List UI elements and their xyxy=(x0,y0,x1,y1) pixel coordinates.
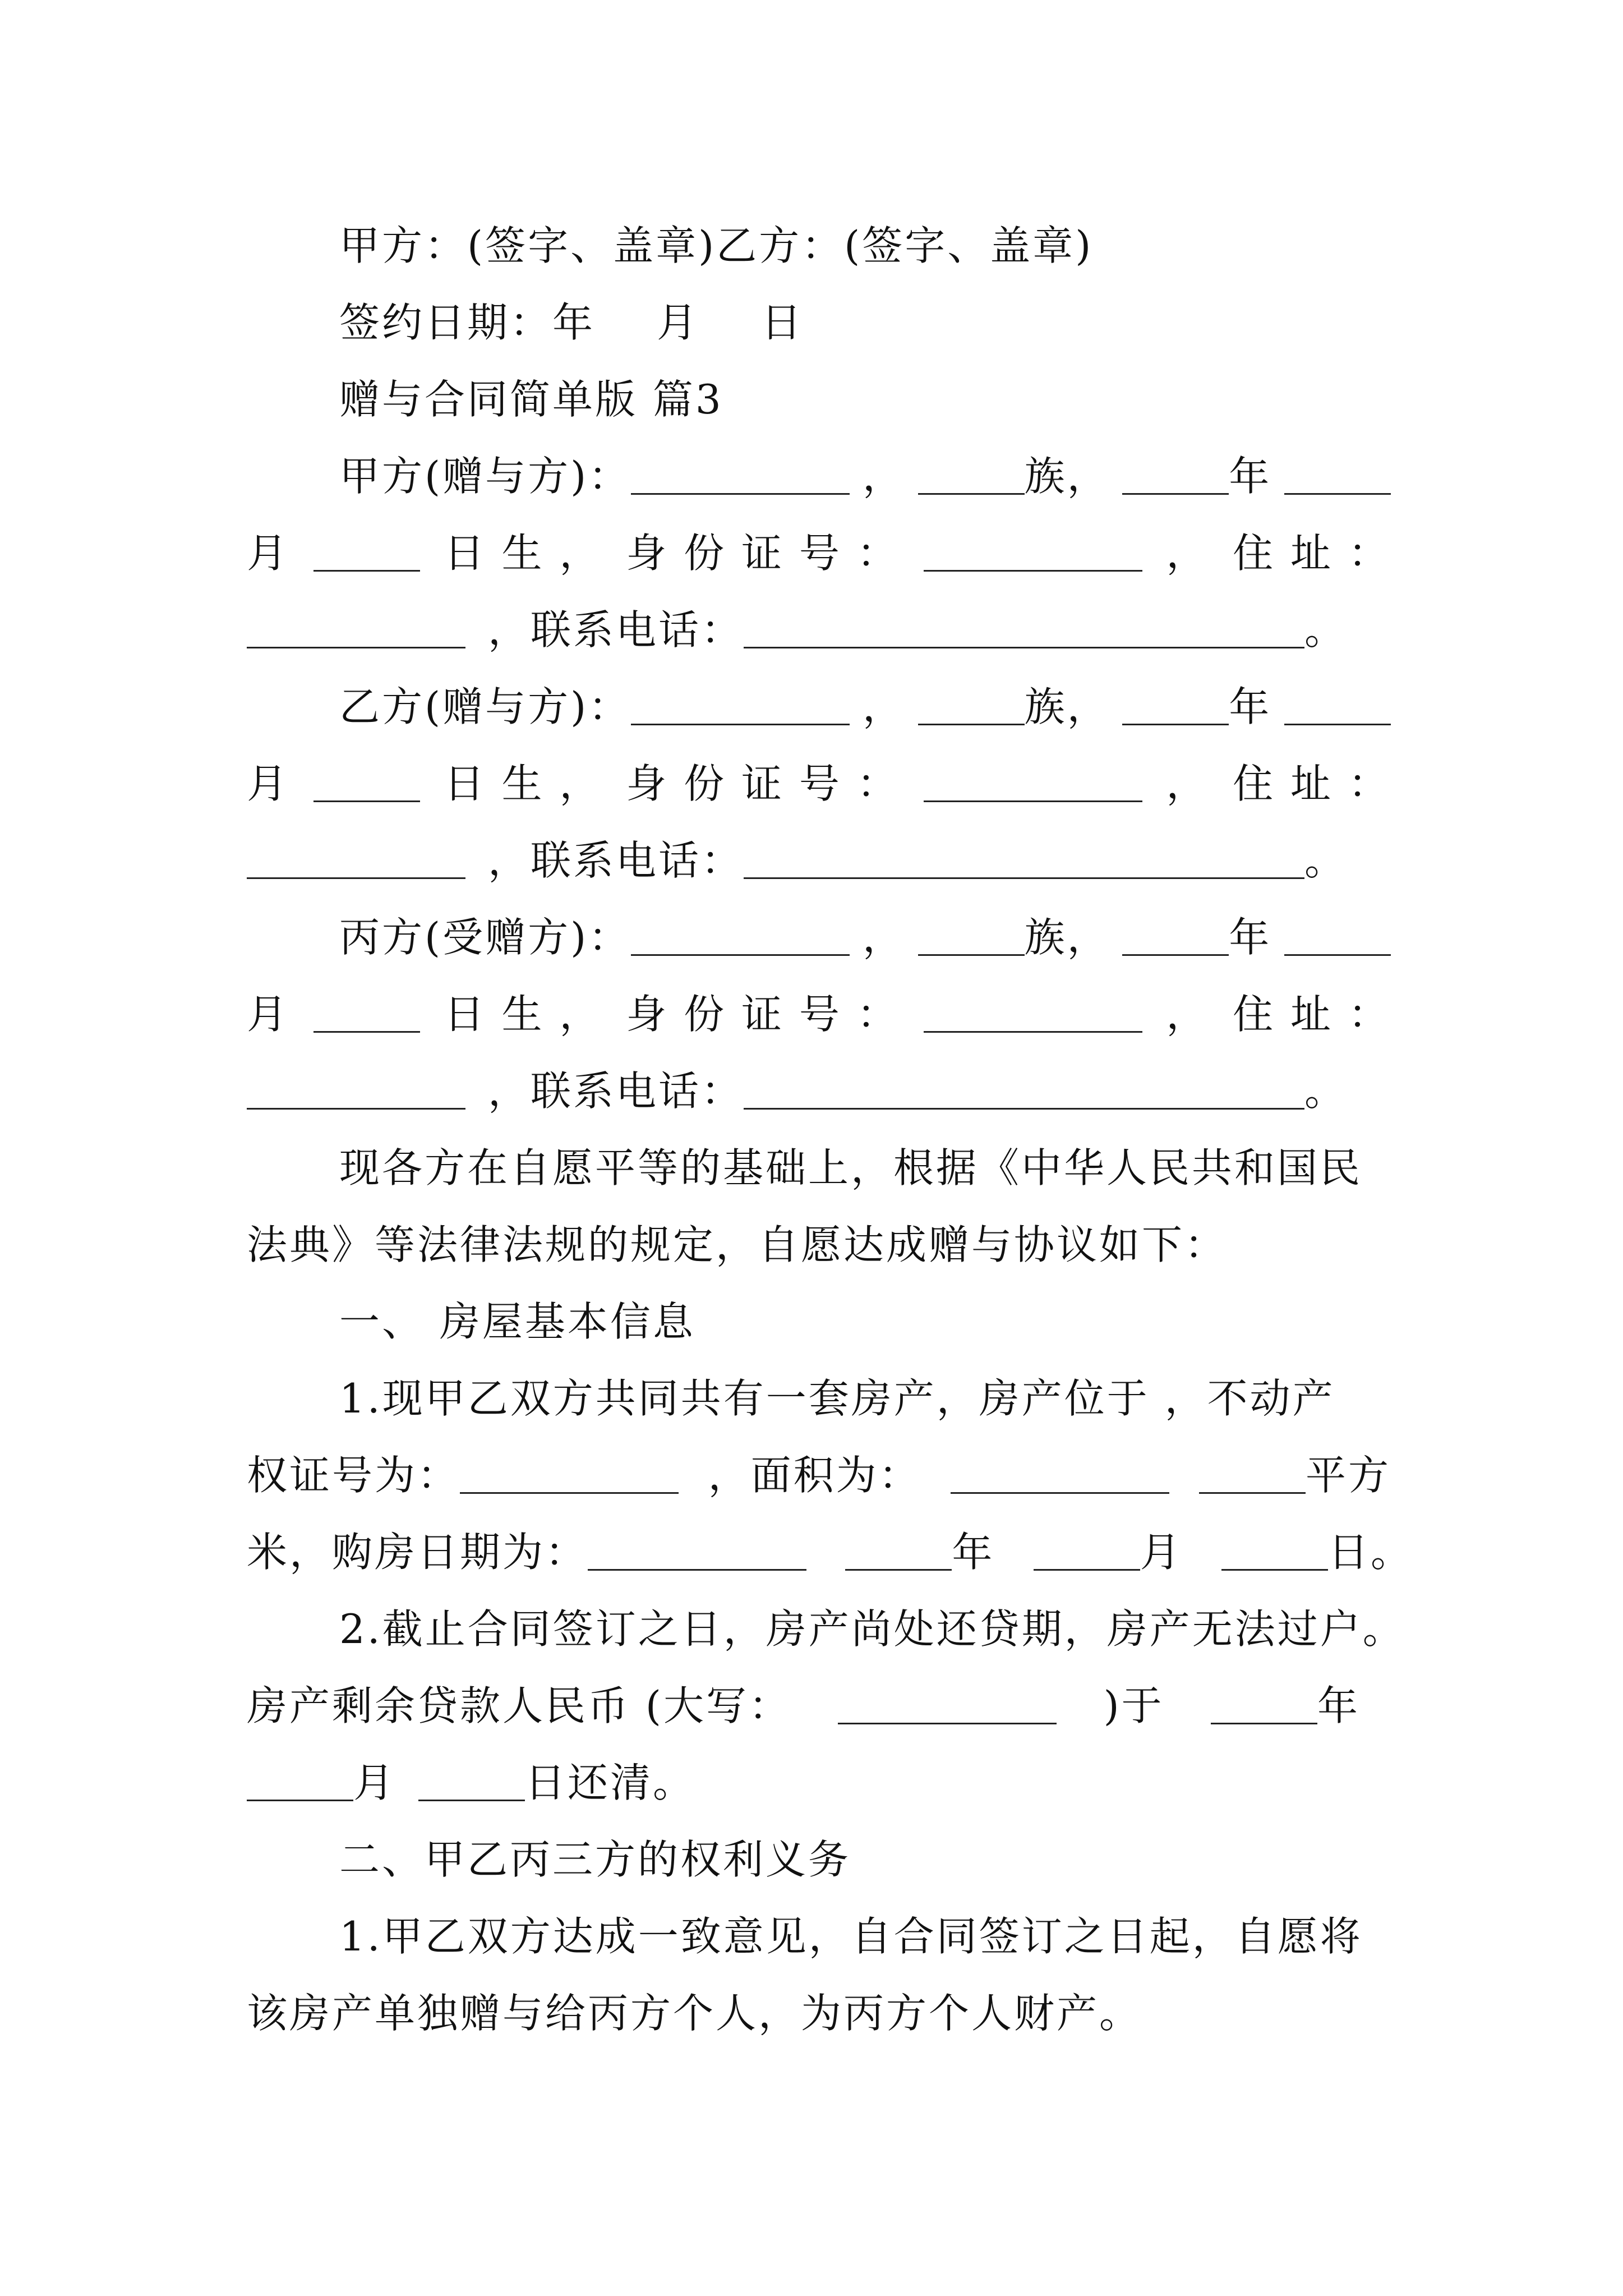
party-a-year-blank xyxy=(1122,454,1229,495)
party-b-year-blank xyxy=(1122,684,1229,725)
signing-date-line xyxy=(247,284,1391,361)
party-b-day-blank xyxy=(313,761,420,802)
section-2-title: 二、甲乙丙三方的权利义务 xyxy=(339,1836,851,1883)
clause-1-1-day: 日。 xyxy=(1327,1529,1413,1576)
clause-1-2-month: 月 xyxy=(353,1759,396,1806)
clause-1-2-day-blank xyxy=(418,1760,525,1801)
signature-line: 甲方：(签字、盖章)乙方：(签字、盖章) xyxy=(339,222,1094,269)
clause-1-2-year-blank xyxy=(1211,1683,1317,1724)
clause-1-1-year-blank xyxy=(845,1530,952,1571)
clause-1-1-purchase-blank xyxy=(588,1530,806,1571)
party-b-line-3 xyxy=(247,822,1391,899)
signing-date-label: 签约日期：年 xyxy=(339,299,596,346)
party-a-day-blank xyxy=(313,531,420,572)
party-c-month: 月 xyxy=(247,991,290,1038)
party-c-address-label: 住 址 ： xyxy=(1233,991,1391,1038)
party-b-phone-blank xyxy=(744,838,1304,879)
party-b-month-blank xyxy=(1284,684,1391,725)
party-b-name-blank xyxy=(631,684,850,725)
clause-1-2-month-blank xyxy=(247,1760,353,1801)
party-c-line-1 xyxy=(247,899,1391,976)
party-a-comma-2: ， xyxy=(1166,530,1209,577)
party-a-month: 月 xyxy=(247,530,290,577)
clause-1-1-cert-label: 权证号为： xyxy=(247,1452,460,1499)
signing-date-day: 日 xyxy=(761,299,804,346)
clause-2-1-line-1: 1.甲乙双方达成一致意见，自合同签订之日起，自愿将 xyxy=(339,1913,1363,1960)
section-heading: 赠与合同简单版 篇3 xyxy=(339,376,723,423)
party-c-phone-blank xyxy=(744,1069,1304,1110)
party-b-year: 年 xyxy=(1229,683,1272,730)
party-a-comma: ， xyxy=(862,453,905,500)
party-a-id-label: 身 份 证 号 ： xyxy=(626,530,900,577)
party-b-comma-2: ， xyxy=(1166,760,1209,807)
clause-2-1-line-2: 该房产单独赠与给丙方个人，为丙方个人财产。 xyxy=(247,1990,1142,2037)
party-b-line-2 xyxy=(247,746,1391,822)
party-a-line-1 xyxy=(247,438,1391,515)
clause-1-1-year: 年 xyxy=(952,1529,995,1576)
party-b-label: 乙方(赠与方)： xyxy=(339,683,631,730)
party-a-phone-blank xyxy=(744,608,1304,648)
party-c-line-3 xyxy=(247,1053,1391,1130)
signing-date-month: 月 xyxy=(657,299,700,346)
clause-1-1-area-label: ，面积为： xyxy=(708,1452,921,1499)
party-a-month-blank xyxy=(1284,454,1391,495)
party-c-line-2 xyxy=(247,976,1391,1053)
section-1-title: 一、 房屋基本信息 xyxy=(339,1298,695,1345)
party-a-line-3 xyxy=(247,592,1391,669)
party-c-year-blank xyxy=(1122,915,1229,956)
party-a-line-2 xyxy=(247,515,1391,592)
party-a-born: 日 生 ， xyxy=(444,530,602,577)
party-c-address-blank xyxy=(247,1069,465,1110)
clause-1-2-line-1: 2.截止合同签订之日，房产尚处还贷期，房产无法过户。 xyxy=(339,1605,1405,1653)
clause-1-1-month-blank xyxy=(1034,1530,1140,1571)
party-c-comma-2: ， xyxy=(1166,991,1209,1038)
party-c-day-blank xyxy=(313,992,420,1033)
clause-1-1-month: 月 xyxy=(1140,1529,1183,1576)
document-body xyxy=(247,208,1413,2052)
party-b-address-blank xyxy=(247,838,465,879)
clause-1-2-amount-blank xyxy=(838,1683,1057,1724)
party-a-ethnicity: 族， xyxy=(1024,453,1110,500)
party-a-phone-label: ，联系电话： xyxy=(488,606,744,654)
party-c-ethnicity-blank xyxy=(918,915,1025,956)
party-b-ethnicity: 族， xyxy=(1024,683,1110,730)
clause-1-2-line-2 xyxy=(247,1668,1360,1745)
party-a-name-blank xyxy=(631,454,850,495)
party-c-name-blank xyxy=(631,915,850,956)
party-a-id-blank xyxy=(924,531,1142,572)
clause-1-1-area-blank xyxy=(951,1453,1169,1494)
clause-1-2-year: 年 xyxy=(1317,1682,1360,1729)
party-a-address-label: 住 址 ： xyxy=(1233,530,1391,577)
party-c-label: 丙方(受赠方)： xyxy=(339,914,631,961)
party-b-line-1 xyxy=(247,669,1391,746)
party-b-phone-label: ，联系电话： xyxy=(488,837,744,884)
party-b-end: 。 xyxy=(1304,837,1348,884)
party-b-comma: ， xyxy=(862,683,905,730)
party-b-id-blank xyxy=(924,761,1142,802)
party-b-born: 日 生 ， xyxy=(444,760,602,807)
clause-1-1-purchase-label: 米，购房日期为： xyxy=(247,1529,588,1576)
party-c-month-blank xyxy=(1284,915,1391,956)
party-a-year: 年 xyxy=(1229,453,1272,500)
party-b-address-label: 住 址 ： xyxy=(1233,760,1391,807)
party-c-phone-label: ，联系电话： xyxy=(488,1068,744,1115)
clause-1-2-by: )于 xyxy=(1103,1682,1164,1729)
party-a-end: 。 xyxy=(1304,606,1348,654)
party-c-year: 年 xyxy=(1229,914,1272,961)
party-b-month: 月 xyxy=(247,760,290,807)
party-c-born: 日 生 ， xyxy=(444,991,602,1038)
preamble-line-2: 法典》等法律法规的规定，自愿达成赠与协议如下： xyxy=(247,1221,1228,1268)
party-a-address-blank xyxy=(247,608,465,648)
clause-1-1-cert-blank xyxy=(460,1453,679,1494)
clause-1-1-line-1: 1.现甲乙双方共同共有一套房产，房产位于 ，不动产 xyxy=(339,1375,1335,1422)
party-a-label: 甲方(赠与方)： xyxy=(339,453,631,500)
clause-1-1-line-2 xyxy=(247,1437,1391,1514)
clause-1-1-day-blank xyxy=(1221,1530,1328,1571)
party-c-id-blank xyxy=(924,992,1142,1033)
party-c-id-label: 身 份 证 号 ： xyxy=(626,991,900,1038)
clause-1-2-loan-label: 房产剩余贷款人民币 (大写： xyxy=(247,1682,791,1729)
clause-1-1-sqm: 平方 xyxy=(1305,1452,1391,1499)
party-b-ethnicity-blank xyxy=(918,684,1025,725)
party-b-id-label: 身 份 证 号 ： xyxy=(626,760,900,807)
party-c-comma: ， xyxy=(862,914,905,961)
party-c-end: 。 xyxy=(1304,1068,1348,1115)
preamble-line-1: 现各方在自愿平等的基础上，根据《中华人民共和国民 xyxy=(339,1144,1363,1191)
clause-1-1-line-3 xyxy=(247,1514,1413,1591)
party-a-ethnicity-blank xyxy=(918,454,1025,495)
clause-1-1-area-blank-2 xyxy=(1199,1453,1306,1494)
party-c-ethnicity: 族， xyxy=(1024,914,1110,961)
clause-1-2-day: 日还清。 xyxy=(525,1759,696,1806)
clause-1-2-line-3 xyxy=(247,1745,1391,1821)
